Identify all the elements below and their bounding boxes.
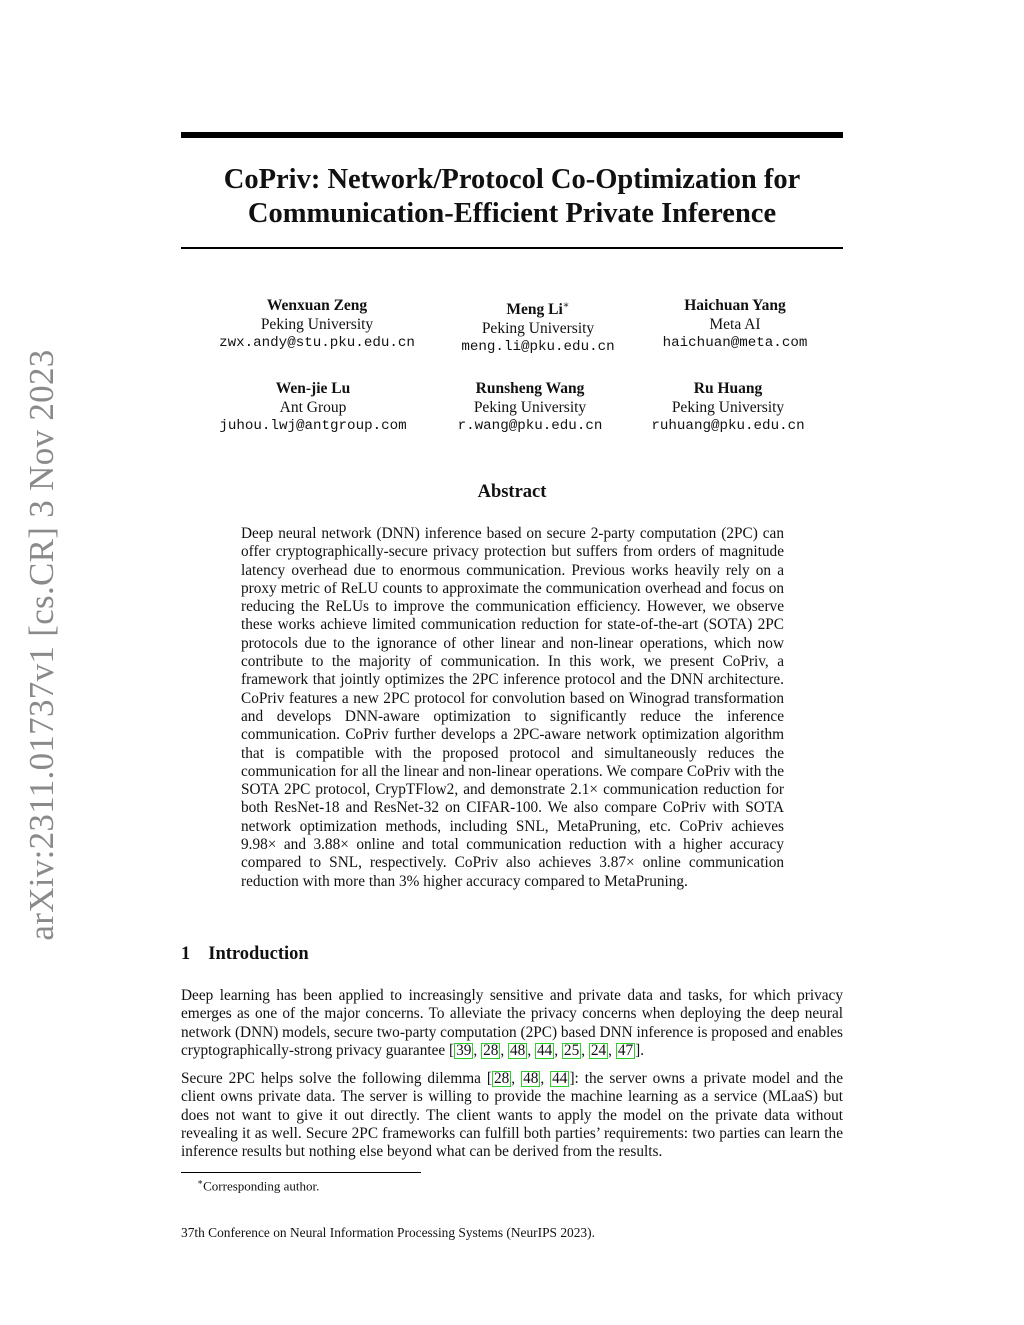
- author-affiliation: Meta AI: [709, 316, 761, 333]
- corresponding-marker: ∗: [562, 300, 570, 311]
- author-block: [598, 379, 858, 436]
- citation-link[interactable]: 39: [456, 1041, 472, 1059]
- author-name: Runsheng Wang: [475, 380, 585, 397]
- author-email[interactable]: juhou.lwj@antgroup.com: [219, 418, 407, 434]
- citation-link[interactable]: 44: [536, 1041, 553, 1059]
- section-number: 1: [181, 944, 191, 964]
- citation-link[interactable]: 47: [617, 1041, 634, 1059]
- title-top-rule: [181, 132, 843, 138]
- citation-link[interactable]: 28: [483, 1041, 499, 1059]
- author-name: Wenxuan Zeng: [266, 297, 368, 314]
- section-title: Introduction: [208, 944, 309, 964]
- intro-paragraph-1: Deep learning has been applied to increasingly sensitive and private data and tasks, for which privacy emerges as one of the major concerns. To alleviate the privacy concerns when deploying the deep neural network (DNN) models, secure two-party computation (2PC) based DNN inference is proposed and enables cryptographically-strong privacy guarantee [ 39 , 28 , 48 , 44 , 25 , 24 , 47 ].: [181, 987, 843, 1059]
- footnote: [197, 1177, 319, 1194]
- author-affiliation: Peking University: [481, 320, 595, 338]
- citation-link[interactable]: 44: [552, 1070, 568, 1087]
- title-line-1: CoPriv: Network/Protocol Co-Optimization for: [223, 164, 801, 195]
- footnote-rule: [181, 1172, 421, 1173]
- author-name: Haichuan Yang: [684, 297, 786, 314]
- section-heading: [181, 944, 309, 965]
- paper-title: [181, 163, 843, 231]
- author-email[interactable]: haichuan@meta.com: [662, 335, 808, 351]
- author-email[interactable]: meng.li@pku.edu.cn: [461, 339, 615, 356]
- author-affiliation: Ant Group: [279, 399, 347, 416]
- author-affiliation: Peking University: [260, 316, 374, 333]
- author-affiliation: Peking University: [473, 399, 587, 416]
- author-block: [605, 296, 865, 353]
- paragraph-text: Deep learning has been applied to increasingly sensitive and private data and tasks, for which privacy emerges as one of the major concerns. To alleviate the privacy concerns when deploying the deep neural network (DNN) models, secure two-party computation (2PC) based DNN inference is proposed and enables cryptographically-strong privacy guarantee [: [181, 987, 843, 1059]
- author-name: Ru Huang: [693, 380, 763, 397]
- abstract-heading: Abstract: [477, 482, 547, 502]
- author-name-text: Meng Li: [506, 301, 563, 319]
- citation-link[interactable]: 28: [493, 1070, 510, 1087]
- paragraph-lead: Secure 2PC helps solve the following dilemma [: [181, 1070, 492, 1087]
- footnote-marker: ∗: [197, 1177, 204, 1187]
- author-email[interactable]: zwx.andy@stu.pku.edu.cn: [219, 335, 415, 351]
- citation-link[interactable]: 25: [563, 1041, 580, 1059]
- author-email[interactable]: r.wang@pku.edu.cn: [457, 418, 603, 434]
- intro-paragraph-2: Secure 2PC helps solve the following dilemma [ 28 , 48 , 44 ]: the server owns a private model and the client owns private data. The server is willing to provide the machine learning as a service (MLaaS) but does not want to give it out directly. The client wants to apply the model on the private data without revealing it as well. Secure 2PC frameworks can fulfill both parties’ requirements: two parties can learn the inference results but nothing else beyond what can be derived from the results.: [181, 1070, 843, 1161]
- conference-venue: 37th Conference on Neural Information Processing Systems (NeurIPS 2023).: [181, 1225, 595, 1240]
- author-name: Wen-jie Lu: [275, 380, 351, 397]
- title-bottom-rule: [181, 247, 843, 249]
- abstract-text: Deep neural network (DNN) inference based on secure 2-party computation (2PC) can offer cryptographically-secure privacy protection but suffers from orders of magnitude latency overhead due to enormous communication. Previous works heavily rely on a proxy metric of ReLU counts to approximate the communication overhead and focus on reducing the ReLUs to improve the communication efficiency. However, we observe these works achieve limited communication reduction for state-of-the-art (SOTA) 2PC protocols due to the ignorance of other linear and non-linear operations, which now contribute to the majority of communication. In this work, we present CoPriv, a framework that jointly optimizes the 2PC inference protocol and the DNN architecture. CoPriv features a new 2PC protocol for convolution based on Winograd transformation and develops DNN-aware optimization to significantly reduce the inference communication. CoPriv further develops a 2PC-aware network optimization algorithm that is compatible with the proposed protocol and simultaneously reduces the communication for all the linear and non-linear operations. We compare CoPriv with the SOTA 2PC protocol, CrypTFlow2, and demonstrate 2.1× communication reduction for both ResNet-18 and ResNet-32 on CIFAR-100. We also compare CoPriv with SOTA network optimization methods, including SNL, MetaPruning, etc. CoPriv achieves 9.98× and 3.88× online and total communication reduction with a higher accuracy compared to SNL, respectively. CoPriv also achieves 3.87× online communication reduction with more than 3% higher accuracy compared to MetaPruning.: [241, 525, 784, 890]
- paragraph-text: ]: the server owns a private model and the client owns private data. The server is willing to provide the machine learning as a service (MLaaS) but does not want to give it out directly. The client wants to apply the model on the private data without revealing it as well. Secure 2PC frameworks can fulfill both parties’ requirements: two parties can learn the inference results but nothing else beyond what can be derived from the results.: [181, 1070, 843, 1161]
- footnote-text: Corresponding author.: [203, 1178, 320, 1194]
- citation-link[interactable]: 48: [523, 1070, 539, 1087]
- title-line-2: Communication-Efficient Private Inference: [247, 198, 777, 229]
- author-affiliation: Peking University: [671, 399, 785, 416]
- paragraph-tail: ].: [635, 1041, 645, 1059]
- citation-link[interactable]: 24: [590, 1041, 607, 1059]
- author-email[interactable]: ruhuang@pku.edu.cn: [651, 418, 805, 434]
- arxiv-identifier-stamp: arXiv:2311.01737v1 [cs.CR] 3 Nov 2023: [22, 349, 61, 941]
- citation-link[interactable]: 48: [510, 1041, 526, 1059]
